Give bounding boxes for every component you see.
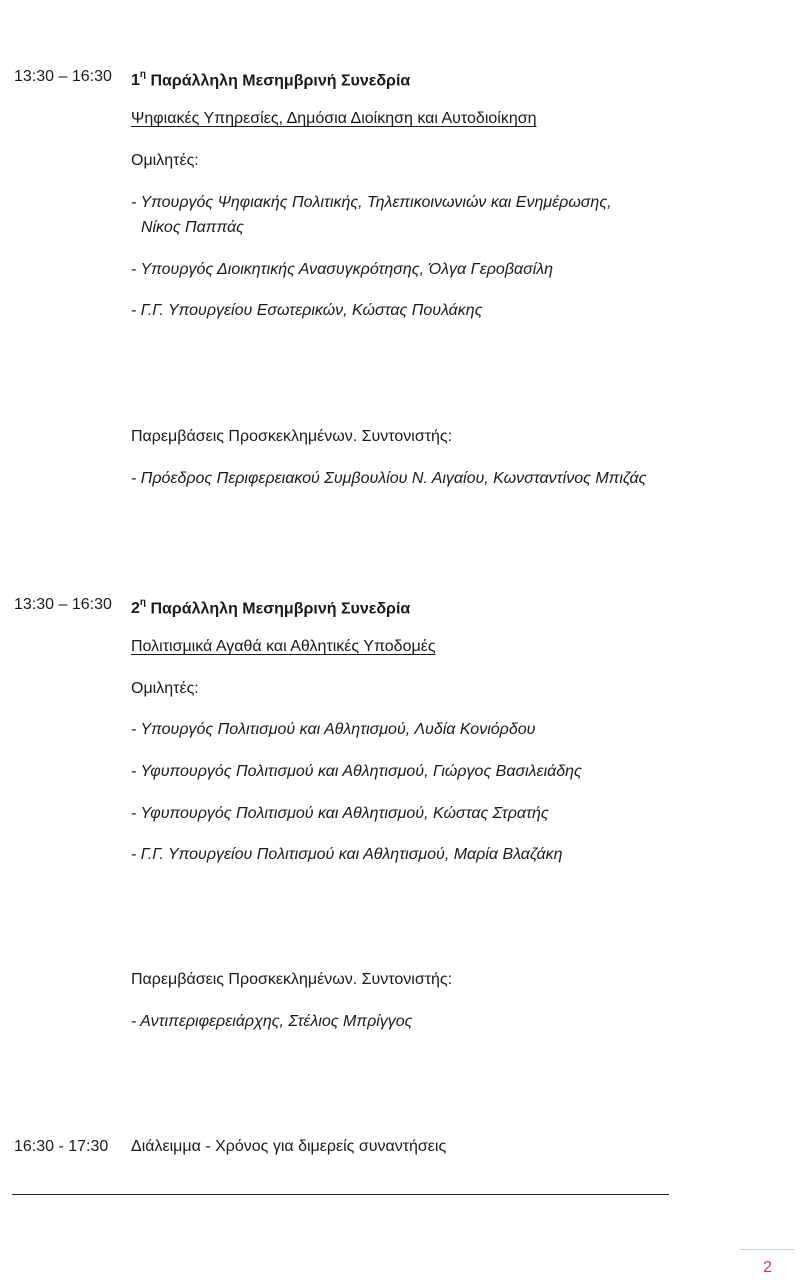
session-2-speaker: - Γ.Γ. Υπουργείου Πολιτισμού και Αθλητισμού, Μαρία Βλαζάκη bbox=[131, 846, 563, 863]
session-1-speaker: - Υπουργός Διοικητικής Ανασυγκρότησης, Όλγα Γεροβασίλη bbox=[131, 261, 554, 278]
session-2-subtitle: Πολιτισμικά Αγαθά και Αθλητικές Υποδομές bbox=[131, 638, 436, 655]
session-2-moderator: - Αντιπεριφερειάρχης, Στέλιος Μπρίγγος bbox=[131, 1013, 413, 1030]
session-1-speaker: - Υπουργός Ψηφιακής Πολιτικής, Τηλεπικοινωνιών και Ενημέρωσης, bbox=[131, 194, 612, 211]
session-1-interventions-label: Παρεμβάσεις Προσκεκλημένων. Συντονιστής: bbox=[131, 428, 453, 445]
session-2-time: 13:30 – 16:30 bbox=[14, 596, 112, 613]
session-1-moderator: - Πρόεδρος Περιφερειακού Συμβουλίου Ν. Αιγαίου, Κωνσταντίνος Μπιζάς bbox=[131, 470, 647, 487]
session-1-speaker-name-cont: Νίκος Παππάς bbox=[141, 219, 244, 236]
session-2-speakers-label: Ομιλητές: bbox=[131, 680, 199, 697]
session-1-subtitle: Ψηφιακές Υπηρεσίες, Δημόσια Διοίκηση και Αυτοδιοίκηση bbox=[131, 110, 537, 127]
page-number: 2 bbox=[763, 1259, 772, 1276]
session-2-title: $2^\eta$ Παράλληλη Μεσημβρινή Συνεδρία bbox=[131, 597, 411, 618]
session-1-speaker: - Γ.Γ. Υπουργείου Εσωτερικών, Κώστας Πουλάκης bbox=[131, 302, 483, 319]
session-2-interventions-label: Παρεμβάσεις Προσκεκλημένων. Συντονιστής: bbox=[131, 971, 453, 988]
session-2-speaker: - Υπουργός Πολιτισμού και Αθλητισμού, Λυδία Κονιόρδου bbox=[131, 721, 536, 738]
session-1-time: 13:30 – 16:30 bbox=[14, 68, 112, 85]
session-2-ordinal: $2^\eta$ bbox=[131, 597, 147, 618]
break-label: Διάλειμμα - Χρόνος για διμερείς συναντήσεις bbox=[131, 1138, 447, 1155]
session-2-speaker: - Υφυπουργός Πολιτισμού και Αθλητισμού, Γιώργος Βασιλειάδης bbox=[131, 763, 582, 780]
session-1-speakers-label: Ομιλητές: bbox=[131, 152, 199, 169]
break-time: 16:30 - 17:30 bbox=[14, 1138, 109, 1155]
horizontal-rule bbox=[12, 1194, 669, 1195]
session-2-speaker: - Υφυπουργός Πολιτισμού και Αθλητισμού, Κώστας Στρατής bbox=[131, 805, 549, 822]
session-1-ordinal: $1^\eta$ bbox=[131, 69, 147, 90]
session-1-title: $1^\eta$ Παράλληλη Μεσημβρινή Συνεδρία bbox=[131, 69, 411, 90]
